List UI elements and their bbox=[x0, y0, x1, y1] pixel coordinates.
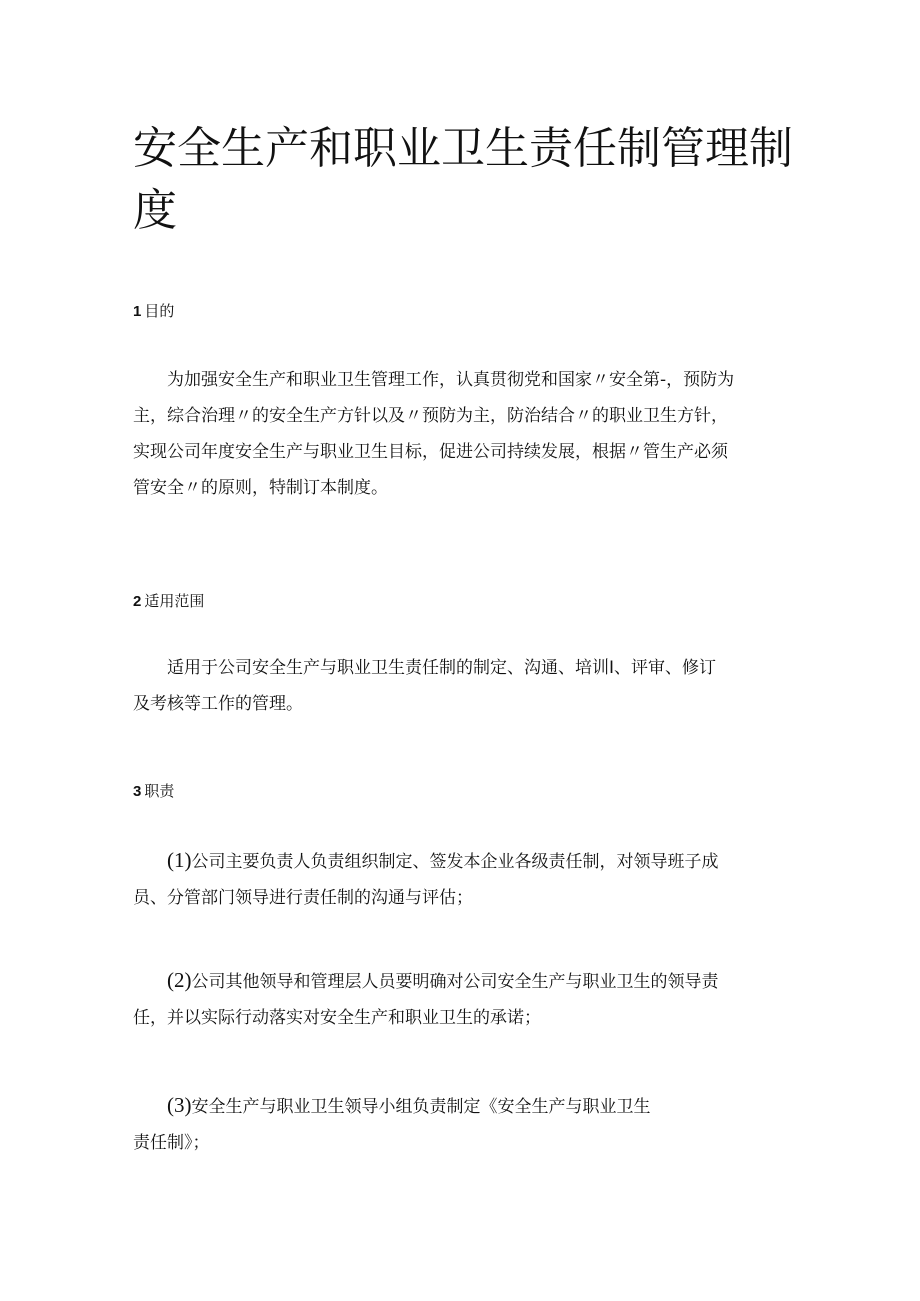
duty-item-3 bbox=[133, 1087, 793, 1161]
duty-item-text: 安全生产与职业卫生领导小组负责制定《安全生产与职业卫生 bbox=[191, 1097, 651, 1117]
paragraph-line: 为加强安全生产和职业卫生管理工作，认真贯彻党和国家〃安全第-，预防为 bbox=[167, 370, 735, 390]
duty-item-line bbox=[133, 1087, 793, 1125]
duty-item-2 bbox=[133, 962, 793, 1036]
duty-item-number: (1) bbox=[167, 848, 192, 872]
purpose-paragraph bbox=[133, 362, 793, 506]
duty-item-line bbox=[133, 842, 793, 880]
paragraph-line: 及考核等工作的管理。 bbox=[133, 694, 303, 714]
duty-item-number: (2) bbox=[167, 968, 192, 992]
duty-item-1 bbox=[133, 842, 793, 916]
title-line-1: 安全生产和职业卫生责任制管理制 bbox=[133, 123, 793, 174]
paragraph-line: 适用于公司安全生产与职业卫生责任制的制定、沟通、培训I、评审、修订 bbox=[167, 658, 717, 678]
section-heading-scope bbox=[133, 590, 204, 613]
duty-item-line: 员、分管部门领导进行责任制的沟通与评估； bbox=[133, 888, 473, 908]
section-heading-text: 适用范围 bbox=[144, 592, 205, 610]
duty-item-text: 公司其他领导和管理层人员要明确对公司安全生产与职业卫生的领导责 bbox=[191, 972, 719, 992]
section-number: 2 bbox=[133, 593, 142, 610]
section-heading-purpose bbox=[133, 300, 174, 323]
duty-item-line: 任，并以实际行动落实对安全生产和职业卫生的承诺； bbox=[133, 1008, 541, 1028]
duty-item-number: (3) bbox=[167, 1093, 192, 1117]
scope-paragraph bbox=[133, 650, 793, 722]
section-heading-text: 职责 bbox=[144, 782, 175, 800]
section-number: 3 bbox=[133, 783, 142, 800]
paragraph-line: 实现公司年度安全生产与职业卫生目标，促进公司持续发展，根据〃管生产必须 bbox=[133, 442, 728, 462]
duty-item-line bbox=[133, 962, 793, 1000]
paragraph-line: 主，综合治理〃的安全生产方针以及〃预防为主，防治结合〃的职业卫生方针， bbox=[133, 406, 728, 426]
section-number: 1 bbox=[133, 303, 142, 320]
paragraph-line: 管安全〃的原则，特制订本制度。 bbox=[133, 478, 388, 498]
section-heading-text: 目的 bbox=[144, 302, 175, 320]
duty-item-text: 公司主要负责人负责组织制定、签发本企业各级责任制，对领导班子成 bbox=[191, 852, 719, 872]
duty-item-line: 责任制》； bbox=[133, 1133, 210, 1153]
document-title bbox=[133, 118, 793, 242]
title-line-2: 度 bbox=[133, 185, 177, 236]
section-heading-duties bbox=[133, 780, 174, 803]
